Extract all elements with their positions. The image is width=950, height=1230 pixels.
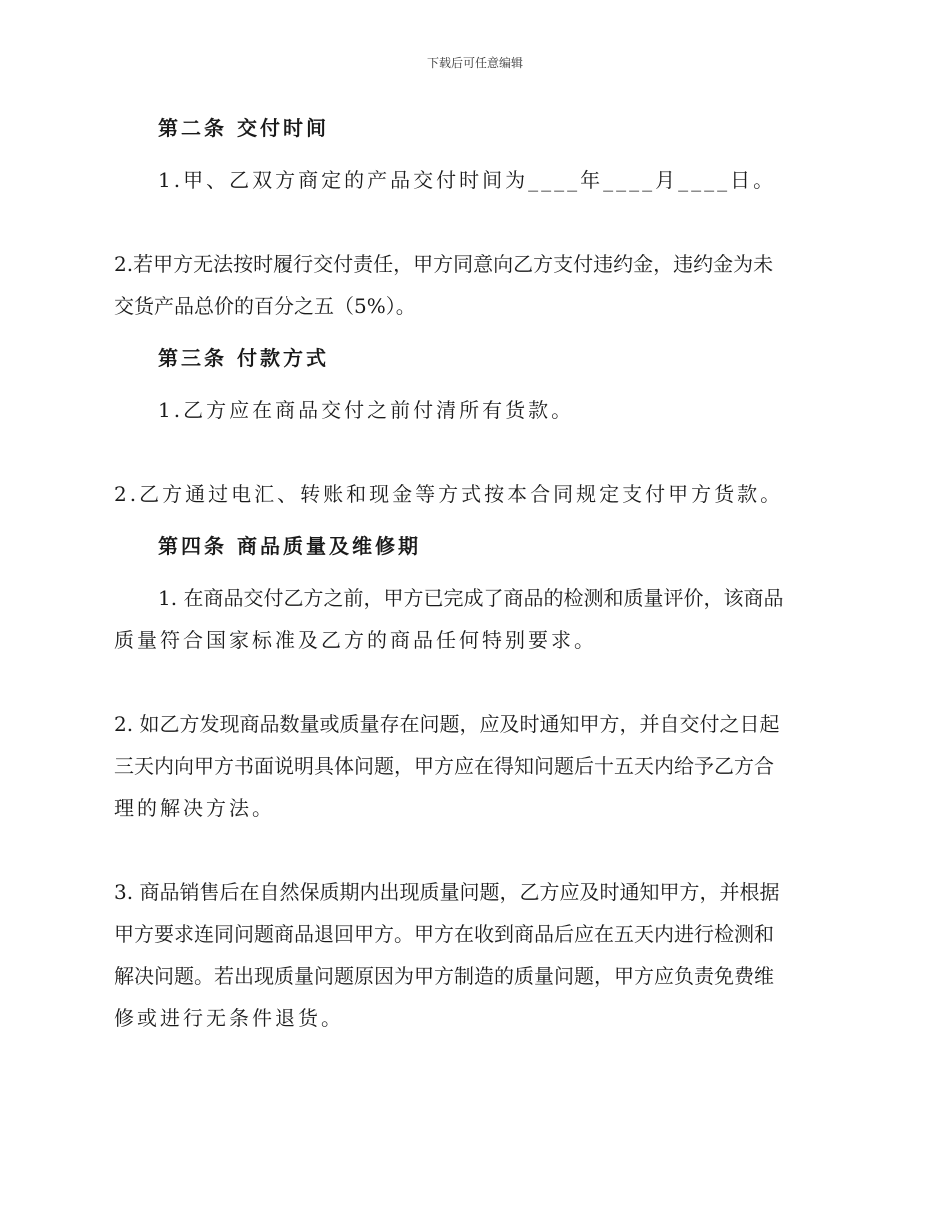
article-4-clause-1-line-1: 1. 在商品交付乙方之前，甲方已完成了商品的检测和质量评价，该商品 xyxy=(158,586,784,610)
article-3-heading: 第三条 付款方式 xyxy=(158,346,329,370)
article-3-clause-1: 1.乙方应在商品交付之前付清所有货款。 xyxy=(158,398,575,422)
article-2-clause-2-line-2: 交货产品总价的百分之五（5%）。 xyxy=(114,294,416,318)
article-4-clause-2-line-1: 2. 如乙方发现商品数量或质量存在问题，应及时通知甲方，并自交付之日起 xyxy=(114,712,780,736)
article-3-clause-2: 2.乙方通过电汇、转账和现金等方式按本合同规定支付甲方货款。 xyxy=(114,482,784,506)
article-2-clause-2-line-1: 2.若甲方无法按时履行交付责任，甲方同意向乙方支付违约金，违约金为未 xyxy=(114,252,774,276)
article-4-clause-3-line-1: 3. 商品销售后在自然保质期内出现质量问题，乙方应及时通知甲方，并根据 xyxy=(114,880,780,904)
article-4-clause-2-line-2: 三天内向甲方书面说明具体问题，甲方应在得知问题后十五天内给予乙方合 xyxy=(114,754,774,778)
article-4-clause-3-line-4: 修或进行无条件退货。 xyxy=(114,1006,344,1030)
article-4-clause-3-line-2: 甲方要求连同问题商品退回甲方。甲方在收到商品后应在五天内进行检测和 xyxy=(114,922,774,946)
article-4-clause-2-line-3: 理的解决方法。 xyxy=(114,796,275,820)
article-2-heading: 第二条 交付时间 xyxy=(158,116,329,140)
article-4-heading: 第四条 商品质量及维修期 xyxy=(158,534,421,558)
page-header: 下载后可任意编辑 xyxy=(426,56,523,70)
article-4-clause-1-line-2: 质量符合国家标准及乙方的商品任何特别要求。 xyxy=(114,628,597,652)
article-2-clause-1: 1.甲、乙双方商定的产品交付时间为____年____月____日。 xyxy=(158,168,777,192)
article-4-clause-3-line-3: 解决问题。若出现质量问题原因为甲方制造的质量问题，甲方应负责免费维 xyxy=(114,964,774,988)
